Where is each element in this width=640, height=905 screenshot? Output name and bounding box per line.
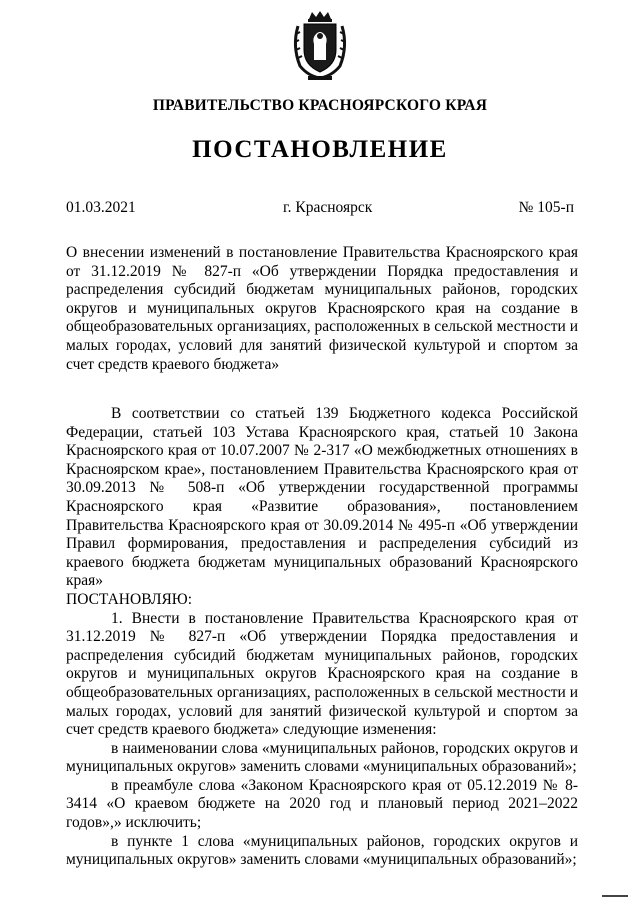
resolve-heading: ПОСТАНОВЛЯЮ:: [66, 590, 193, 608]
change-paragraph-3: в пункте 1 слова «муниципальных районов, городских округов и муниципальных округов» заменить словами «муниципальных образований»;: [66, 832, 578, 869]
change-paragraph-2: в преамбуле слова «Законом Красноярского края от 05.12.2019 № 8-3414 «О краевом бюджете на 2020 год и плановый период 2021–2022 годов»,» исключить;: [66, 776, 578, 832]
document-city: г. Красноярск: [283, 199, 373, 216]
coat-of-arms-emblem: [290, 10, 350, 82]
document-date: 01.03.2021: [66, 199, 136, 216]
scan-edge-mark: [602, 895, 628, 897]
item-1-paragraph: 1. Внести в постановление Правительства Красноярского края от 31.12.2019 № 827-п «Об утверждении Порядка предоставления и распределения субсидий бюджетам муниципальных районов, городских округов и муниципальных округов Красноярского края на создание в общеобразовательных организациях, расположенных в сельской местности и малых городах, условий для занятий физической культурой и спортом за счет средств краевого бюджета» следующие изменения:: [66, 609, 578, 739]
document-number: № 105-п: [518, 199, 574, 216]
document-body: [66, 405, 578, 870]
subject-text: О внесении изменений в постановление Правительства Красноярского края от 31.12.2019 № 827-п «Об утверждении Порядка предоставления и распределения субсидий бюджетам муниципальных районов, городских округов и муниципальных округов Красноярского края на создание в общеобразовательных организациях, расположенных в сельской местности и малых городах, условий для занятий физической культурой и спортом за счет средств краевого бюджета»: [66, 244, 578, 373]
change-paragraph-1: в наименовании слова «муниципальных районов, городских округов и муниципальных округов» заменить словами «муниципальных образований»;: [66, 739, 578, 776]
government-name: ПРАВИТЕЛЬСТВО КРАСНОЯРСКОГО КРАЯ: [152, 97, 488, 114]
document-subject: [66, 244, 578, 374]
preamble-paragraph: В соответствии со статьей 139 Бюджетного кодекса Российской Федерации, статьей 103 Устава Красноярского края, статьей 10 Закона Красноярского края от 10.07.2007 № 2-317 «О межбюджетных отношениях в Красноярском крае», постановлением Правительства Красноярского края от 30.09.2013 № 508-п «Об утверждении государственной программы Красноярского края «Развитие образования», постановлением Правительства Красноярского края от 30.09.2014 № 495-п «Об утверждении Правил формирования, предоставления и распределения субсидий из краевого бюджета бюджетам муниципальных образований Красноярского края»: [66, 405, 578, 590]
document-type-title: ПОСТАНОВЛЕНИЕ: [192, 136, 448, 163]
